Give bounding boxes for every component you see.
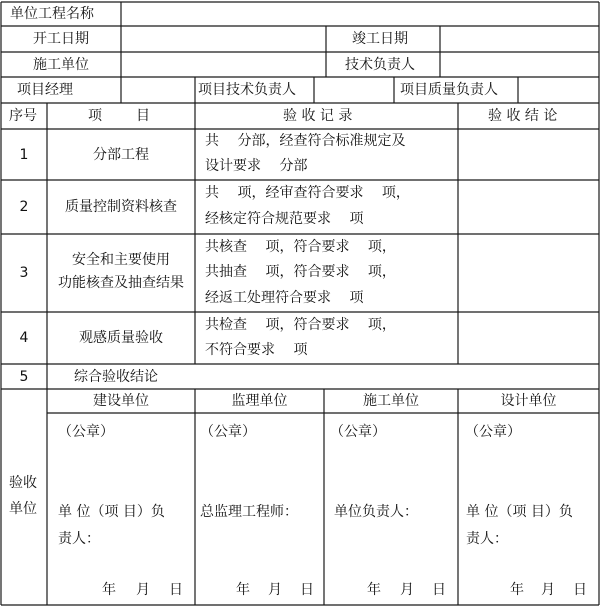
unit-1-date-month: 月 — [136, 582, 150, 598]
unit-3-date-month: 月 — [400, 582, 414, 598]
unit-4-date-year: 年 — [510, 582, 524, 598]
record-column-header: 验 收 记 录 — [283, 108, 353, 124]
unit-4-seal: （公章） — [465, 424, 521, 440]
project-tech-lead-label: 项目技术负责人 — [198, 82, 296, 98]
unit-1-signer-line-2: 责人： — [58, 531, 100, 547]
row-3-record-line-2: 共抽查 项，符合要求 项， — [205, 264, 396, 280]
row-5-item: 综合验收结论 — [74, 369, 158, 385]
row-4-record-line-2: 不符合要求 项 — [205, 342, 308, 358]
unit-3-date-day: 日 — [432, 582, 446, 598]
unit-2-date-day: 日 — [300, 582, 314, 598]
construction-unit-label: 施工单位 — [33, 57, 89, 73]
unit-2-name: 监理单位 — [231, 393, 288, 409]
row-4-record-line-1: 共检查 项，符合要求 项， — [205, 317, 396, 333]
unit-3-name: 施工单位 — [363, 393, 419, 409]
completion-date-label: 竣工日期 — [352, 31, 408, 47]
project-name-label: 单位工程名称 — [10, 6, 94, 22]
project-quality-lead-label: 项目质量负责人 — [400, 82, 498, 98]
item-column-header-b: 目 — [136, 108, 150, 124]
row-3-record-line-3: 经返工处理符合要求 项 — [205, 290, 364, 306]
unit-4-date-day: 日 — [573, 582, 587, 598]
row-3-item-line-2: 功能核查及抽查结果 — [58, 275, 184, 291]
unit-3-signer: 单位负责人： — [334, 504, 418, 520]
unit-1-name: 建设单位 — [93, 393, 149, 409]
row-5-number: 5 — [19, 369, 29, 385]
row-3-number: 3 — [19, 265, 29, 281]
conclusion-column-header: 验 收 结 论 — [488, 108, 558, 124]
project-manager-label: 项目经理 — [17, 82, 73, 98]
unit-3-seal: （公章） — [330, 424, 386, 440]
unit-2-signer: 总监理工程师： — [200, 504, 298, 520]
item-column-header-a: 项 — [88, 108, 102, 124]
unit-4-signer-line-1: 单 位（项 目）负 — [466, 504, 573, 520]
unit-4-name: 设计单位 — [500, 393, 557, 409]
unit-3-date-year: 年 — [367, 582, 381, 598]
unit-4-date-month: 月 — [541, 582, 555, 598]
acceptance-label-line-1: 验收 — [9, 475, 37, 491]
row-1-item: 分部工程 — [93, 147, 149, 163]
unit-2-seal: （公章） — [200, 424, 256, 440]
unit-1-date-day: 日 — [169, 582, 183, 598]
unit-1-signer-line-1: 单 位（项 目）负 — [58, 504, 165, 520]
unit-2-date-month: 月 — [268, 582, 282, 598]
row-2-number: 2 — [19, 199, 29, 215]
row-2-record-line-2: 经核定符合规范要求 项 — [205, 211, 364, 227]
tech-lead-label: 技术负责人 — [345, 57, 415, 73]
unit-1-seal: （公章） — [58, 424, 114, 440]
seq-column-header: 序号 — [9, 108, 37, 124]
row-4-number: 4 — [19, 330, 29, 346]
row-2-record-line-1: 共 项，经审查符合要求 项， — [205, 185, 410, 201]
start-date-label: 开工日期 — [33, 31, 89, 47]
row-3-item-line-1: 安全和主要使用 — [72, 252, 170, 268]
unit-1-date-year: 年 — [102, 582, 116, 598]
unit-4-signer-line-2: 责人： — [466, 531, 508, 547]
row-4-item: 观感质量验收 — [79, 330, 163, 346]
row-1-record-line-2: 设计要求 分部 — [205, 158, 308, 174]
acceptance-label-line-2: 单位 — [9, 501, 37, 517]
row-2-item: 质量控制资料核查 — [65, 199, 177, 215]
row-1-number: 1 — [19, 147, 29, 163]
row-1-record-line-1: 共 分部，经查符合标准规定及 — [205, 133, 406, 149]
row-3-record-line-1: 共核查 项，符合要求 项， — [205, 239, 396, 255]
unit-2-date-year: 年 — [236, 582, 250, 598]
